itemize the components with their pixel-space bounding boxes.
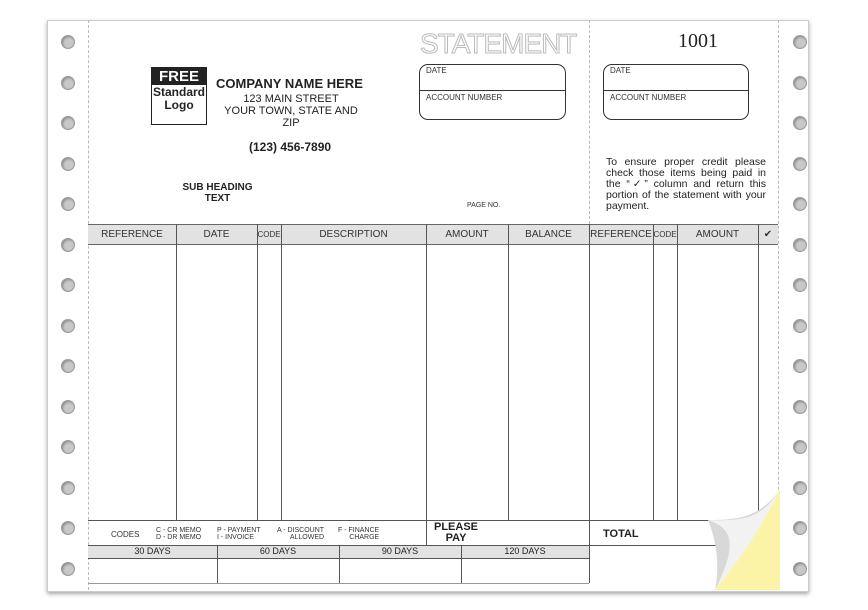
- column-divider: [281, 224, 282, 520]
- tractor-hole: [61, 278, 75, 292]
- codes-label: CODES: [111, 530, 140, 539]
- tractor-hole: [793, 319, 807, 333]
- page-no-label: PAGE NO.: [467, 202, 501, 209]
- code-a: ALLOWED: [289, 534, 325, 541]
- company-phone: (123) 456-7890: [249, 140, 332, 154]
- total-label: TOTAL: [603, 528, 639, 540]
- code-a: A - DISCOUNT: [277, 527, 325, 534]
- tractor-hole: [793, 116, 807, 130]
- date-account-box[interactable]: [419, 64, 566, 120]
- tractor-hole: [61, 319, 75, 333]
- tractor-hole: [61, 116, 75, 130]
- tractor-hole: [793, 521, 807, 535]
- aging-column: 30 DAYS: [134, 546, 171, 556]
- tractor-hole: [793, 562, 807, 576]
- column-header: CODE: [257, 230, 281, 239]
- date-label: DATE: [610, 66, 631, 75]
- code-d: D - DR MEMO: [156, 534, 202, 541]
- tractor-hole: [793, 35, 807, 49]
- tractor-hole: [793, 278, 807, 292]
- tractor-hole: [61, 157, 75, 171]
- column-divider: [508, 224, 509, 520]
- sub-heading: [170, 182, 265, 204]
- tractor-hole: [61, 562, 75, 576]
- company-name: COMPANY NAME HERE: [216, 76, 363, 91]
- perforation-stub: [589, 20, 590, 224]
- please-pay-line: PAY: [445, 532, 467, 544]
- account-label: ACCOUNT NUMBER: [610, 93, 687, 102]
- sub-heading-line: SUB HEADING: [182, 182, 253, 193]
- column-divider: [426, 224, 427, 520]
- tractor-hole: [793, 197, 807, 211]
- tractor-hole: [61, 238, 75, 252]
- company-address: [216, 93, 366, 129]
- tractor-hole: [61, 197, 75, 211]
- page-curl-icon: [700, 480, 780, 590]
- tractor-hole: [793, 157, 807, 171]
- city: YOUR TOWN, STATE AND ZIP: [224, 105, 358, 129]
- please-pay-line: PLEASE: [434, 521, 479, 533]
- column-header: DATE: [203, 229, 230, 240]
- tractor-hole: [793, 400, 807, 414]
- tractor-hole: [61, 76, 75, 90]
- tractor-hole: [793, 440, 807, 454]
- code-i: I - INVOICE: [217, 534, 254, 541]
- column-divider: [589, 224, 590, 520]
- tractor-hole: [61, 481, 75, 495]
- column-header: ✔: [763, 229, 773, 240]
- column-divider: [677, 224, 678, 520]
- stub-instructions: To ensure proper credit please check those items being paid in the “✓” column and return this portion of the statement with your payment.: [606, 156, 766, 212]
- form-title: STATEMENT: [420, 28, 577, 59]
- tractor-hole: [793, 481, 807, 495]
- code-f: CHARGE: [349, 534, 380, 541]
- tractor-hole: [61, 359, 75, 373]
- column-header: DESCRIPTION: [319, 229, 388, 240]
- column-divider: [257, 224, 258, 520]
- column-header: CODE: [653, 230, 677, 239]
- perforation-left: [88, 20, 89, 590]
- tractor-hole: [793, 359, 807, 373]
- tractor-hole: [61, 400, 75, 414]
- sub-heading-line: TEXT: [204, 193, 231, 204]
- tractor-hole: [793, 76, 807, 90]
- column-header: AMOUNT: [445, 229, 489, 240]
- account-label: ACCOUNT NUMBER: [426, 93, 503, 102]
- stub-date-account-box[interactable]: [603, 64, 749, 120]
- code-c: C - CR MEMO: [156, 527, 202, 534]
- tractor-hole: [61, 35, 75, 49]
- please-pay: [434, 522, 478, 544]
- form-number: 1001: [678, 30, 718, 52]
- logo-text: FREE: [152, 68, 206, 85]
- street: 123 MAIN STREET: [243, 93, 339, 105]
- aging-column: 60 DAYS: [259, 546, 297, 556]
- column-divider: [653, 224, 654, 520]
- tractor-hole: [793, 238, 807, 252]
- logo: [151, 67, 207, 125]
- logo-text: Standard: [152, 85, 205, 99]
- date-label: DATE: [426, 66, 447, 75]
- column-header: BALANCE: [525, 229, 572, 240]
- column-divider: [176, 224, 177, 520]
- tractor-hole: [61, 521, 75, 535]
- code-f: F - FINANCE: [338, 527, 380, 534]
- logo-text: Logo: [164, 98, 194, 112]
- column-divider: [758, 224, 759, 520]
- aging-column: 120 DAYS: [504, 546, 546, 556]
- column-header: REFERENCE: [590, 229, 652, 240]
- aging-column: 90 DAYS: [381, 546, 419, 556]
- column-header: AMOUNT: [695, 229, 740, 240]
- code-p: P - PAYMENT: [217, 527, 261, 534]
- tractor-hole: [61, 440, 75, 454]
- column-header: REFERENCE: [101, 229, 163, 240]
